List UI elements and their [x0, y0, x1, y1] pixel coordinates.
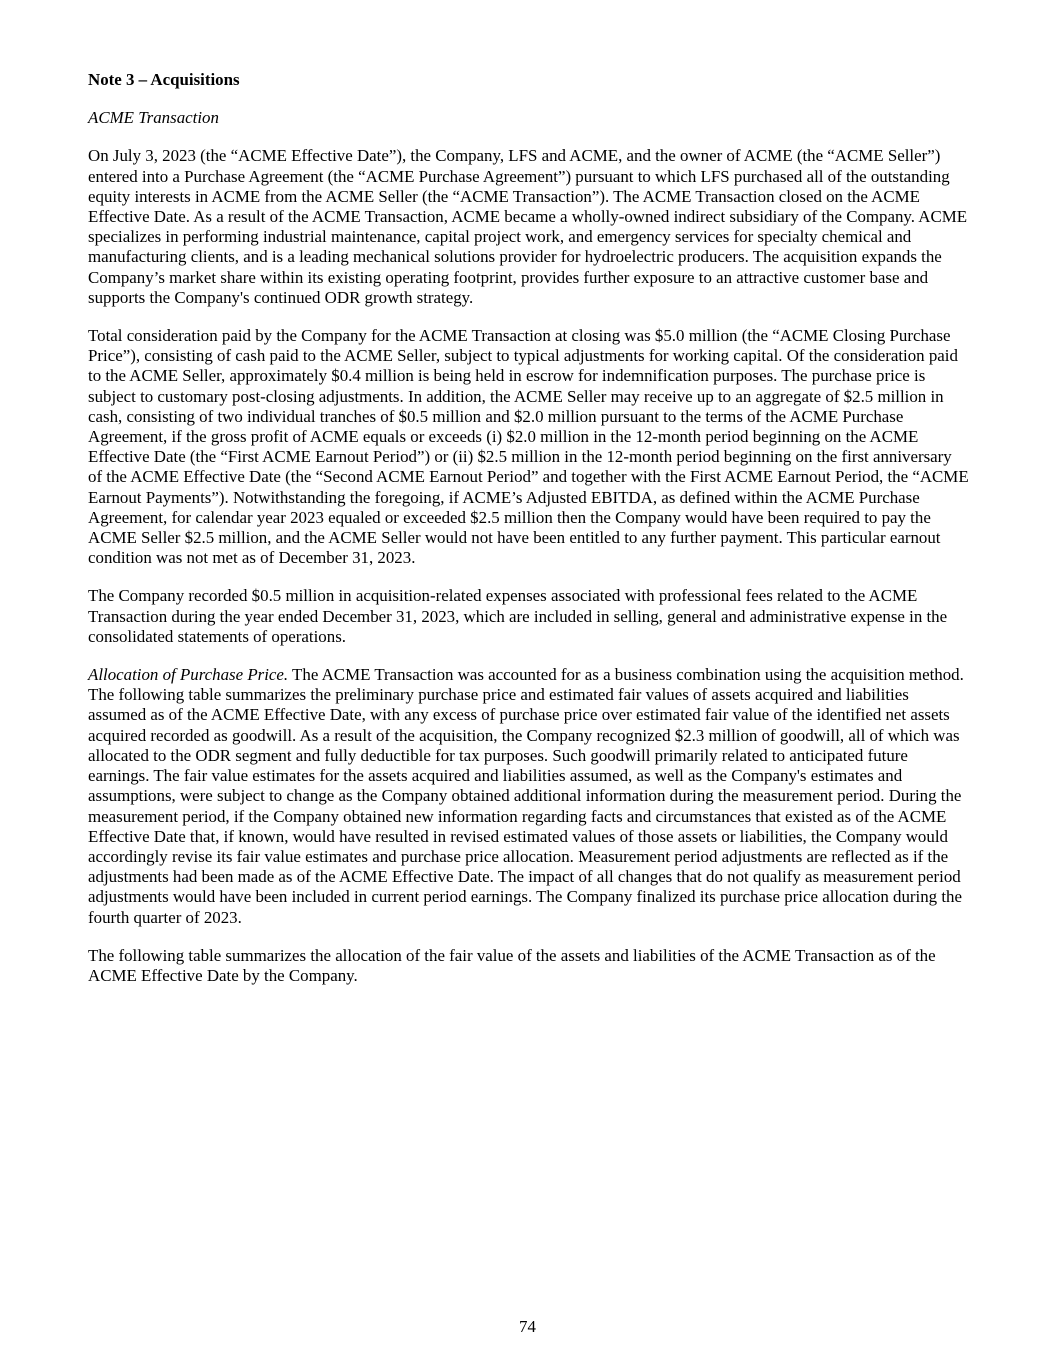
paragraph-allocation-of-purchase-price	[88, 665, 969, 928]
page-number: 74	[519, 1317, 536, 1336]
allocation-lead-in: Allocation of Purchase Price.	[88, 665, 289, 685]
allocation-body: The ACME Transaction was accounted for as a business combination using the acquisition method. The following table summarizes the preliminary purchase price and estimated fair values of assets acquired and liabilities assumed as of the ACME Effective Date, with any excess of purchase price over estimated fair value of the identified net assets acquired recorded as goodwill. As a result of the acquisition, the Company recognized $2.3 million of goodwill, all of which was allocated to the ODR segment and fully deductible for tax purposes. Such goodwill primarily related to anticipated future earnings. The fair value estimates for the assets acquired and liabilities assumed, as well as the Company's estimates and assumptions, were subject to change as the Company obtained additional information during the measurement period. During the measurement period, if the Company obtained new information regarding facts and circumstances that existed as of the ACME Effective Date that, if known, would have resulted in revised estimated values of those assets or liabilities, the Company would accordingly revise its fair value estimates and purchase price allocation. Measurement period adjustments are reflected as if the adjustments had been made as of the ACME Effective Date. The impact of all changes that do not qualify as measurement period adjustments would have been included in current period earnings. The Company finalized its purchase price allocation during the fourth quarter of 2023.	[88, 665, 964, 927]
paragraph-table-intro: The following table summarizes the allocation of the fair value of the assets and liabilities of the ACME Transaction as of the ACME Effective Date by the Company.	[88, 945, 936, 985]
document-content	[88, 70, 969, 1004]
note-heading: Note 3 – Acquisitions	[88, 70, 240, 89]
paragraph-acquisition-expenses: The Company recorded $0.5 million in acquisition-related expenses associated with professional fees related to the ACME Transaction during the year ended December 31, 2023, which are included in selling, general and administrative expense in the consolidated statements of operations.	[88, 586, 948, 646]
paragraph-total-consideration: Total consideration paid by the Company for the ACME Transaction at closing was $5.0 million (the “ACME Closing Purchase Price”), consisting of cash paid to the ACME Seller, subject to typical adjustments for working capital. Of the consideration paid to the ACME Seller, approximately $0.4 million is being held in escrow for indemnification purposes. The purchase price is subject to customary post-closing adjustments. In addition, the ACME Seller may receive up to an aggregate of $2.5 million in cash, consisting of two individual tranches of $0.5 million and $2.0 million pursuant to the terms of the ACME Purchase Agreement, if the gross profit of ACME equals or exceeds (i) $2.0 million in the 12-month period beginning on the ACME Effective Date (the “First ACME Earnout Period”) or (ii) $2.5 million in the 12-month period beginning on the first anniversary of the ACME Effective Date (the “Second ACME Earnout Period” and together with the First ACME Earnout Period, the “ACME Earnout Payments”). Notwithstanding the foregoing, if ACME’s Adjusted EBITDA, as defined within the ACME Purchase Agreement, for calendar year 2023 equaled or exceeded $2.5 million then the Company would have been required to pay the ACME Seller $2.5 million, and the ACME Seller would not have been entitled to any further payment. This particular earnout condition was not met as of December 31, 2023.	[88, 326, 969, 568]
section-subheading: ACME Transaction	[88, 108, 219, 128]
paragraph-acme-transaction-overview: On July 3, 2023 (the “ACME Effective Date”), the Company, LFS and ACME, and the owner of ACME (the “ACME Seller”) entered into a Purchase Agreement (the “ACME Purchase Agreement”) pursuant to which LFS purchased all of the outstanding equity interests in ACME from the ACME Seller (the “ACME Transaction”). The ACME Transaction closed on the ACME Effective Date. As a result of the ACME Transaction, ACME became a wholly-owned indirect subsidiary of the Company. ACME specializes in performing industrial maintenance, capital project work, and emergency services for specialty chemical and manufacturing clients, and is a leading mechanical solutions provider for hydroelectric producers. The acquisition expands the Company’s market share within its existing operating footprint, provides further exposure to an attractive customer base and supports the Company's continued ODR growth strategy.	[88, 146, 968, 307]
